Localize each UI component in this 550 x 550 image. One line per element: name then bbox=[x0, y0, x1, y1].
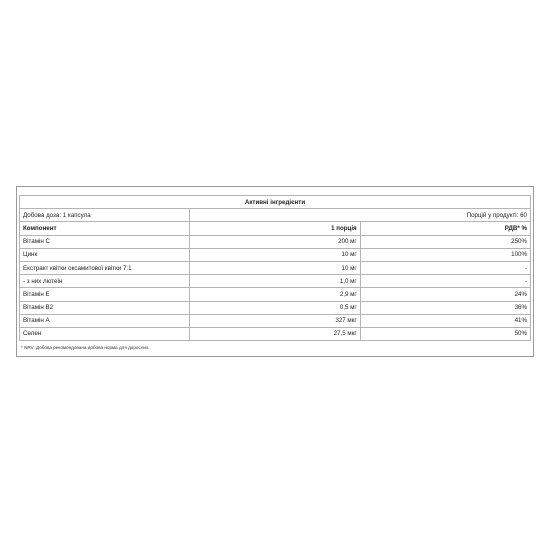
ingredient-rdv: - bbox=[360, 261, 530, 274]
table-row bbox=[20, 288, 531, 301]
table-meta-row bbox=[20, 209, 531, 222]
table-row bbox=[20, 327, 531, 340]
ingredient-amount: 327 мкг bbox=[190, 314, 360, 327]
ingredient-rdv: 41% bbox=[360, 314, 530, 327]
ingredient-name: Вітамін А bbox=[20, 314, 190, 327]
table-title-row bbox=[20, 196, 531, 209]
table-row bbox=[20, 275, 531, 288]
table-row bbox=[20, 314, 531, 327]
ingredient-amount: 1,0 мг bbox=[190, 275, 360, 288]
supplement-facts-panel bbox=[16, 186, 534, 357]
ingredient-rdv: 100% bbox=[360, 248, 530, 261]
table-title: Активні інгредієнти bbox=[20, 196, 531, 209]
ingredient-amount: 200 мг bbox=[190, 235, 360, 248]
table-row bbox=[20, 248, 531, 261]
column-header-component: Компонент bbox=[20, 222, 190, 235]
rdv-footnote: * NRV: Добова рекомендована добова норма для дорослих. bbox=[21, 345, 150, 350]
ingredient-name: - з них лютеїн bbox=[20, 275, 190, 288]
ingredient-rdv: 36% bbox=[360, 301, 530, 314]
servings-per-product: Порцій у продукті: 60 bbox=[190, 209, 531, 222]
ingredient-name: Цинк bbox=[20, 248, 190, 261]
ingredient-amount: 10 мг bbox=[190, 261, 360, 274]
ingredient-name: Вітамін С bbox=[20, 235, 190, 248]
ingredient-rdv: - bbox=[360, 275, 530, 288]
ingredient-name: Екстракт квітки оксамитової квітки 7:1 bbox=[20, 261, 190, 274]
ingredient-amount: 10 мг bbox=[190, 248, 360, 261]
table-row bbox=[20, 301, 531, 314]
ingredient-name: Селен bbox=[20, 327, 190, 340]
ingredient-rdv: 24% bbox=[360, 288, 530, 301]
daily-dose-label: Добова доза: 1 капсула bbox=[20, 209, 190, 222]
column-header-serving: 1 порція bbox=[190, 222, 360, 235]
table-row bbox=[20, 261, 531, 274]
ingredient-name: Вітамін В2 bbox=[20, 301, 190, 314]
ingredient-amount: 2,9 мг bbox=[190, 288, 360, 301]
active-ingredients-table bbox=[19, 195, 531, 341]
ingredient-rdv: 250% bbox=[360, 235, 530, 248]
column-header-rdv: РДВ* % bbox=[360, 222, 530, 235]
table-header-row bbox=[20, 222, 531, 235]
ingredient-name: Вітамін Е bbox=[20, 288, 190, 301]
ingredient-amount: 27,5 мкг bbox=[190, 327, 360, 340]
table-row bbox=[20, 235, 531, 248]
ingredient-rdv: 50% bbox=[360, 327, 530, 340]
ingredient-amount: 0,5 мг bbox=[190, 301, 360, 314]
